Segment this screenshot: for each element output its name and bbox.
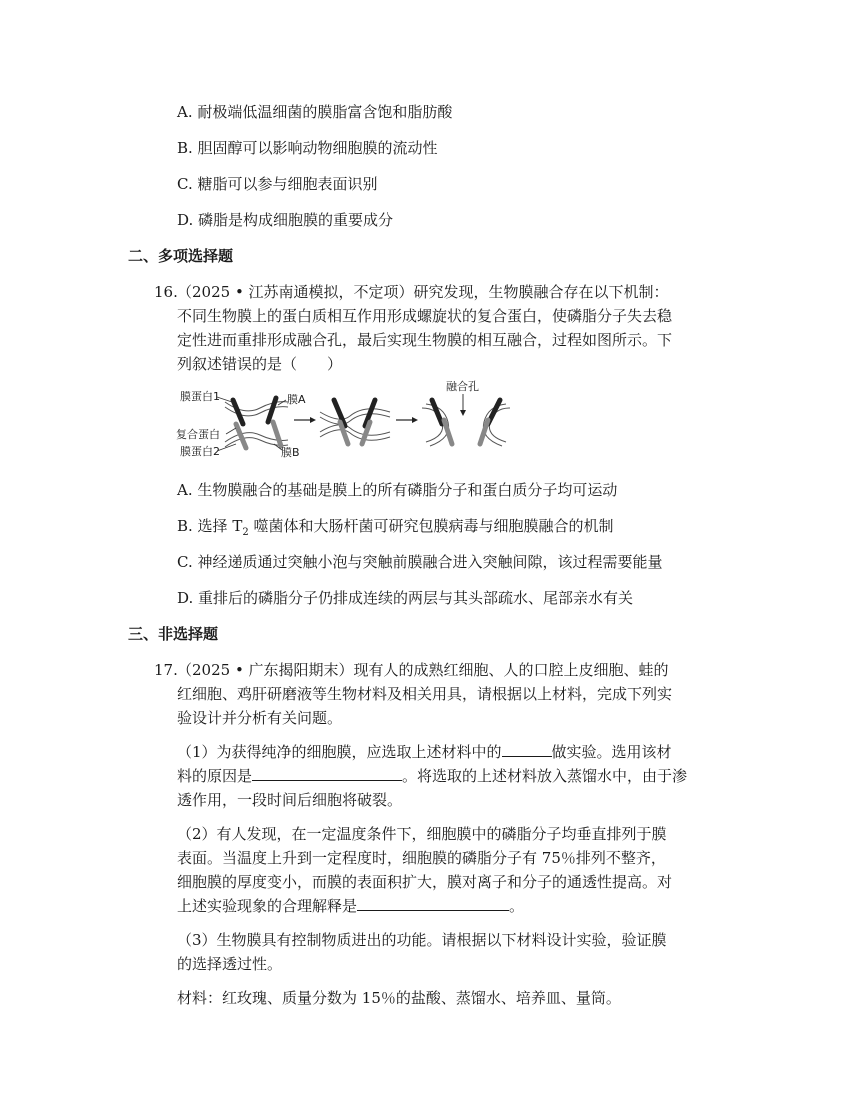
question-16-line: 列叙述错误的是（ ） <box>177 355 343 373</box>
option-a: A. 耐极端低温细菌的膜脂富含饱和脂肪酸 <box>177 103 453 121</box>
question-17-line: 红细胞、鸡肝研磨液等生物材料及相关用具，请根据以上材料，完成下列实 <box>177 685 673 703</box>
figure-label-membrane-b: 膜B <box>281 446 300 459</box>
part-1-line: 透作用，一段时间后细胞将破裂。 <box>177 791 403 809</box>
question-16-number: 16. <box>154 283 178 301</box>
question-16-option-a: A. 生物膜融合的基础是膜上的所有磷脂分子和蛋白质分子均可运动 <box>177 481 618 499</box>
part-2-line: 表面。当温度上升到一定程度时，细胞膜的磷脂分子有 75％排列不整齐， <box>177 849 666 867</box>
question-16-option-d: D. 重排后的磷脂分子仍排成连续的两层与其头部疏水、尾部亲水有关 <box>177 589 634 607</box>
part-3-line: （3）生物膜具有控制物质进出的功能。请根据以下材料设计实验，验证膜 <box>177 931 667 949</box>
arrow-2 <box>396 417 418 423</box>
option-d: D. 磷脂是构成细胞膜的重要成分 <box>177 211 394 229</box>
figure-label-membrane-a: 膜A <box>287 393 306 406</box>
stage-2-diagram <box>320 400 390 444</box>
part-1-line: 料的原因是 。将选取的上述材料放入蒸馏水中，由于渗 <box>177 764 687 788</box>
stage-1-diagram <box>176 389 306 459</box>
figure-label-complex-protein: 复合蛋白 <box>176 428 220 441</box>
question-16-line: 不同生物膜上的蛋白质相互作用形成螺旋状的复合蛋白，使磷脂分子失去稳 <box>177 307 673 325</box>
section-heading-non-choice: 三、非选择题 <box>128 625 219 643</box>
membrane-protein-shape <box>273 422 281 446</box>
membrane-fusion-figure <box>170 378 515 460</box>
part-1-line: （1）为获得纯净的细胞膜，应选取上述材料中的 做实验。选用该材 <box>177 740 672 764</box>
figure-label-membrane-protein-1: 膜蛋白1 <box>180 390 220 403</box>
question-16-line: （2025 • 江苏南通模拟，不定项）研究发现，生物膜融合存在以下机制： <box>177 283 669 301</box>
question-16-line: 定性进而重排形成融合孔，最后实现生物膜的相互融合，过程如图所示。下 <box>177 331 673 349</box>
section-heading-multiple-choice: 二、多项选择题 <box>128 247 234 265</box>
question-16-option-b: B. 选择 $T_2$ 噬菌体和大肠杆菌可研究包膜病毒与细胞膜融合的机制 <box>177 517 614 538</box>
part-2-line: 上述实验现象的合理解释是 。 <box>177 894 524 918</box>
stage-3-diagram <box>422 379 510 446</box>
part-2-line: 细胞膜的厚度变小，而膜的表面积扩大，膜对离子和分子的通透性提高。对 <box>177 873 673 891</box>
figure-label-membrane-protein-2: 膜蛋白2 <box>180 445 220 458</box>
part-3-line: 的选择透过性。 <box>177 955 283 973</box>
answer-blank[interactable] <box>252 764 402 781</box>
question-17-number: 17. <box>154 661 178 679</box>
membrane-protein-shape <box>268 398 276 422</box>
question-17-line: （2025 • 广东揭阳期末）现有人的成熟红细胞、人的口腔上皮细胞、蛙的 <box>177 661 669 679</box>
answer-blank[interactable] <box>502 740 552 757</box>
question-17-line: 验设计并分析有关问题。 <box>177 709 343 727</box>
materials-line: 材料：红玫瑰、质量分数为 15％的盐酸、蒸馏水、培养皿、量筒。 <box>177 989 621 1007</box>
answer-blank[interactable] <box>357 894 509 911</box>
figure-label-fusion-pore: 融合孔 <box>446 380 479 393</box>
arrow-1 <box>294 417 316 423</box>
option-c: C. 糖脂可以参与细胞表面识别 <box>177 175 378 193</box>
question-16-option-c: C. 神经递质通过突触小泡与突触前膜融合进入突触间隙，该过程需要能量 <box>177 553 663 571</box>
option-b: B. 胆固醇可以影响动物细胞膜的流动性 <box>177 139 438 157</box>
part-2-line: （2）有人发现，在一定温度条件下，细胞膜中的磷脂分子均垂直排列于膜 <box>177 825 667 843</box>
membrane-protein-2-shape <box>236 424 246 448</box>
